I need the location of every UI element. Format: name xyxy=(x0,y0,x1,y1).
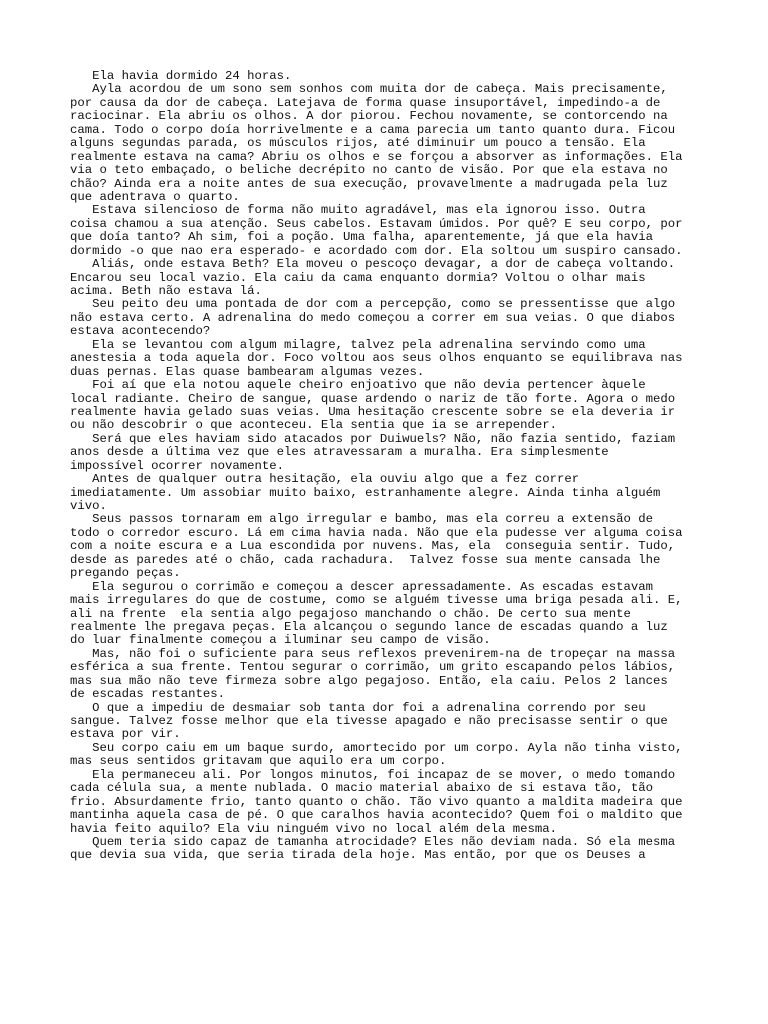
text-line: anestesia a toda aquela dor. Foco voltou aos seus olhos enquanto se equilibrava nas xyxy=(70,351,683,366)
text-line: anos desde a última vez que eles atravessaram a muralha. Era simplesmente xyxy=(70,445,609,460)
text-line: O que a impediu de desmaiar sob tanta dor foi a adrenalina correndo por seu xyxy=(70,700,646,715)
text-line: ali na frente ela sentia algo pegajoso manchando o chão. De certo sua mente xyxy=(70,606,631,621)
text-line: raciocinar. Ela abriu os olhos. A dor piorou. Fechou novamente, se contorcendo na xyxy=(70,109,668,124)
text-line: que doía tanto? Ah sim, foi a poção. Uma falha, aparentemente, já que ela havia xyxy=(70,230,653,245)
text-line: cada célula sua, a mente nublada. O macio material abaixo de si estava tão, tão xyxy=(70,781,653,796)
text-line: Seu corpo caiu em um baque surdo, amortecido por um corpo. Ayla não tinha visto, xyxy=(70,740,683,755)
text-line: chão? Ainda era a noite antes de sua execução, provavelmente a madrugada pela luz xyxy=(70,176,668,191)
text-line: Quem teria sido capaz de tamanha atrocidade? Eles não deviam nada. Só ela mesma xyxy=(70,834,676,849)
text-line: dormido -o que nao era esperado- e acordado com dor. Ela soltou um suspiro cansado. xyxy=(70,243,683,258)
text-line: pregando peças. xyxy=(70,566,181,581)
text-line: coisa chamou a sua atenção. Seus cabelos. Estavam úmidos. Por quê? E seu corpo, por xyxy=(70,216,683,231)
text-line: com a noite escura e a Lua escondida por nuvens. Mas, ela conseguia sentir. Tudo, xyxy=(70,539,676,554)
text-line: do luar finalmente começou a iluminar seu campo de visão. xyxy=(70,633,491,648)
text-line: vivo. xyxy=(70,499,107,513)
text-line: via o teto embaçado, o beliche decrépito no canto de visão. Por que ela estava no xyxy=(70,163,668,178)
text-line: Ela permaneceu ali. Por longos minutos, foi incapaz de se mover, o medo tomando xyxy=(70,767,676,782)
text-line: alguns segundas parada, os músculos rijos, até diminuir um pouco a tensão. Ela xyxy=(70,136,646,151)
text-line: estava por vir. xyxy=(70,727,181,742)
text-line: Estava silencioso de forma não muito agradável, mas ela ignorou isso. Outra xyxy=(70,203,646,218)
text-line: esférica a sua frente. Tentou segurar o corrimão, um grito escapando pelos lábios, xyxy=(70,660,676,675)
text-line: acima. Beth não estava lá. xyxy=(70,284,262,298)
text-line: mantinha aquela casa de pé. O que caralhos havia acontecido? Quem foi o maldito que xyxy=(70,808,683,823)
text-line: havia feito aquilo? Ela viu ninguém vivo no local além dela mesma. xyxy=(70,821,558,836)
text-line: frio. Absurdamente frio, tanto quanto o chão. Tão vivo quanto a maldita madeira que xyxy=(70,794,683,809)
text-line: impossível ocorrer novamente. xyxy=(70,458,285,473)
text-line: local radiante. Cheiro de sangue, quase ardendo o nariz de tão forte. Agora o medo xyxy=(70,391,676,406)
text-line: mas seus sentidos gritavam que aquilo era um corpo. xyxy=(70,754,447,769)
text-line: Ela segurou o corrimão e começou a descer apressadamente. As escadas estavam xyxy=(70,579,653,594)
text-line: Mas, não foi o suficiente para seus reflexos prevenirem-na de tropeçar na massa xyxy=(70,646,676,661)
text-line: ou não descobrir o que aconteceu. Ela sentia que ia se arrepender. xyxy=(70,418,558,433)
text-line: de escadas restantes. xyxy=(70,687,225,702)
text-line: duas pernas. Elas quase bambearam algumas vezes. xyxy=(70,364,425,379)
story-text xyxy=(70,70,710,863)
text-line: Ela se levantou com algum milagre, talvez pela adrenalina servindo como uma xyxy=(70,337,646,352)
text-line: realmente estava na cama? Abriu os olhos e se forçou a absorver as informações. Ela xyxy=(70,149,683,164)
text-line: que adentrava o quarto. xyxy=(70,189,240,204)
text-line: Ela havia dormido 24 horas. xyxy=(70,69,292,83)
text-line: que devia sua vida, que seria tirada dela hoje. Mas então, por que os Deuses a xyxy=(70,848,646,863)
text-line: mas sua mão não teve firmeza sobre algo pegajoso. Então, ela caiu. Pelos 2 lances xyxy=(70,673,668,688)
text-line: Seus passos tornaram em algo irregular e bambo, mas ela correu a extensão de xyxy=(70,512,653,527)
text-line: sangue. Talvez fosse melhor que ela tivesse apagado e não precisasse sentir o que xyxy=(70,714,668,728)
text-line: desde as paredes até o chão, cada rachadura. Talvez fosse sua mente cansada lhe xyxy=(70,552,661,567)
text-line: Antes de qualquer outra hesitação, ela ouviu algo que a fez correr xyxy=(70,472,580,487)
text-line: realmente havia gelado suas veias. Uma hesitação crescente sobre se ela deveria ir xyxy=(70,404,676,419)
text-line: Foi aí que ela notou aquele cheiro enjoativo que não devia pertencer àquele xyxy=(70,378,646,393)
text-line: realmente lhe pregava peças. Ela alcançou o segundo lance de escadas quando a luz xyxy=(70,619,668,634)
text-line: cama. Todo o corpo doía horrivelmente e a cama parecia um tanto quanto dura. Ficou xyxy=(70,122,676,137)
text-line: estava acontecendo? xyxy=(70,324,211,339)
text-line: Será que eles haviam sido atacados por Duiwuels? Não, não fazia sentido, faziam xyxy=(70,431,676,446)
text-line: todo o corredor escuro. Lá em cima havia nada. Não que ela pudesse ver alguma coisa xyxy=(70,525,683,540)
text-line: Seu peito deu uma pontada de dor com a percepção, como se pressentisse que algo xyxy=(70,297,676,312)
text-line: Aliás, onde estava Beth? Ela moveu o pescoço devagar, a dor de cabeça voltando. xyxy=(70,257,676,272)
text-line: imediatamente. Um assobiar muito baixo, estranhamente alegre. Ainda tinha alguém xyxy=(70,485,661,500)
text-line: Ayla acordou de um sono sem sonhos com muita dor de cabeça. Mais precisamente, xyxy=(70,82,668,97)
text-line: por causa da dor de cabeça. Latejava de forma quase insuportável, impedindo-a de xyxy=(70,95,661,110)
text-line: mais irregulares do que de costume, como se alguém tivesse uma briga pesada ali. E, xyxy=(70,593,683,608)
text-line: não estava certo. A adrenalina do medo começou a correr em sua veias. O que diabos xyxy=(70,310,676,325)
text-line: Encarou seu local vazio. Ela caiu da cama enquanto dormia? Voltou o olhar mais xyxy=(70,270,646,285)
